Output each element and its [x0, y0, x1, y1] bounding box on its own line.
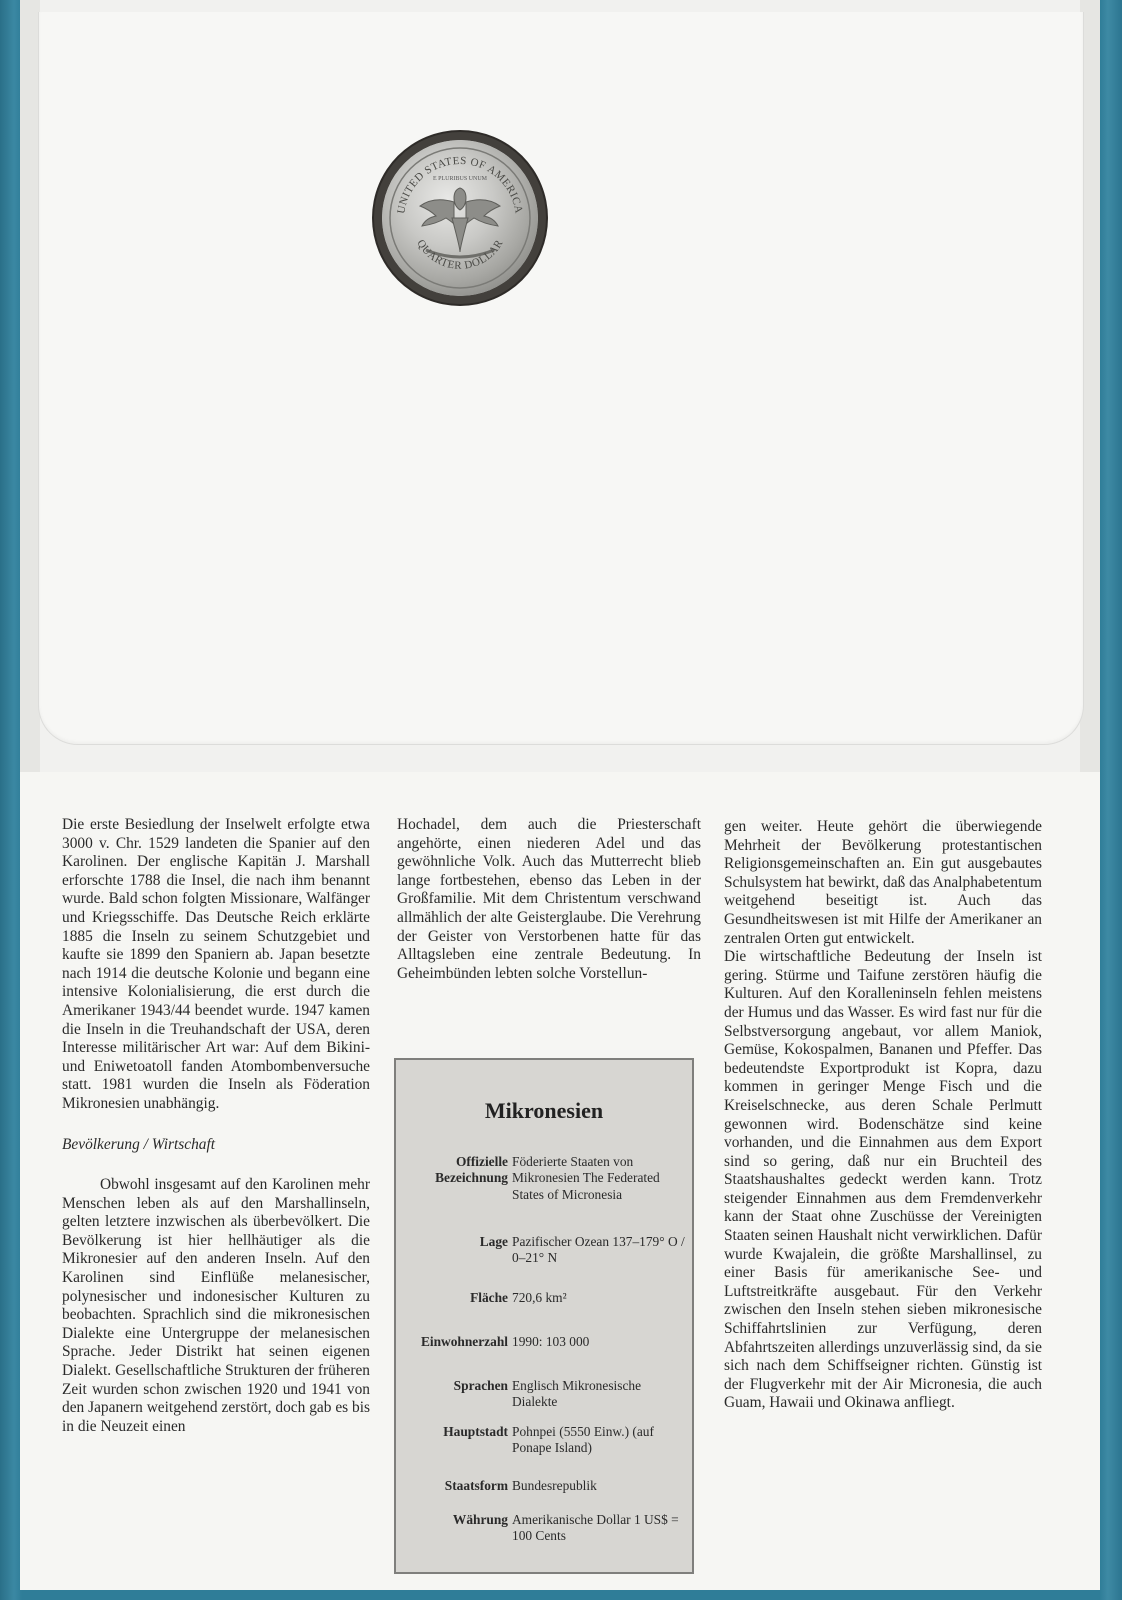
quarter-dollar-coin: [382, 140, 538, 296]
fact-value: 720,6 km²: [512, 1290, 567, 1305]
fact-label: Sprachen: [453, 1378, 508, 1393]
fact-label: Offizielle Bezeichnung: [435, 1154, 508, 1186]
fact-value: 1990: 103 000: [512, 1334, 590, 1349]
fact-label: Staatsform: [444, 1478, 508, 1493]
coin-motto: E PLURIBUS UNUM: [432, 176, 488, 182]
envelope: [20, 0, 1100, 772]
section-subheading: Bevölkerung / Wirtschaft: [62, 1135, 216, 1153]
fact-value: Bundesrepublik: [512, 1478, 597, 1493]
fact-value: Föderierte Staaten von Mikronesien The Federated States of Micronesia: [512, 1154, 660, 1202]
society-paragraph: Hochadel, dem auch die Priesterschaft angehörte, einen niederen Adel und das gewöhnliche Volk. Auch das Mutterrecht blieb lange fortbestehen, ebenso das Leben in der Großfamilie. Mit dem Christentum verschwand allmählich der alte Geisterglaube. Die Verehrung der Geister von Verstorbenen hatte für das Alltagsleben eine zentrale Bedeutung. In Geheimbünden lebten solche Vorstellun-: [397, 816, 701, 982]
economy-paragraph: Die wirtschaftliche Bedeutung der Inseln ist gering. Stürme und Taifune zerstören häufig die Kulturen. Auf den Koralleninseln fehlen meistens der Humus und das Wasser. Es wird fast nur für die Selbstversorgung angebaut, vor allem Maniok, Gemüse, Kokospalmen, Bananen und Pfeffer. Das bedeutendste Exportprodukt ist Kopra, dazu kommen in geringer Menge Fisch und die Kreiselschnecke, aus deren Schale Perlmutt gewonnen wird. Bodenschätze sind keine vorhanden, und die Einnahmen aus dem Export sind so gering, daß nur ein Bruchteil des Staatshaushaltes gedeckt werden kann. Trotz steigender Einnahmen aus dem Fremdenverkehr kann der Staat ohne Zuschüsse der Vereinigten Staaten seinen Haushalt nicht verwirklichen. Dafür wurde Kwajalein, die größte Marshallinsel, zu einer Basis für amerikanische See- und Luftstreitkräfte ausgebaut. Für den Verkehr zwischen den Inseln stehen sieben mikronesische Schiffahrtslinien zur Verfügung, deren Abfahrtszeiten allerdings unzuverlässig sind, da sie sich nach dem Schiffseigner richten. Günstig ist der Flugverkehr mit der Air Micronesia, die auch Guam, Hawaii und Okinawa anfliegt.: [724, 948, 1042, 1412]
fact-box: [394, 1058, 694, 1574]
text-column-3: [724, 818, 1042, 1413]
fact-label: Hauptstadt: [443, 1424, 508, 1439]
fact-value: Amerikanische Dollar 1 US$ = 100 Cents: [512, 1512, 679, 1544]
history-paragraph: Die erste Besiedlung der Inselwelt erfolgte etwa 3000 v. Chr. 1529 landeten die Spanier auf den Karolinen. Der englische Kapitän J. Marshall erforschte 1788 die Insel, die nach ihm benannt wurde. Bald schon folgten Missionare, Walfänger und Kriegsschiffe. Das Deutsche Reich erklärte 1885 die Inseln zu seinem Schutzgebiet und kaufte sie 1899 den Spaniern ab. Japan besetzte nach 1914 die deutsche Kolonie und begann eine intensive Kolonialisierung, die erst durch die Amerikaner 1943/44 beendet wurde. 1947 kamen die Inseln in die Treuhandschaft der USA, deren Interesse militärischer Art war: Auf dem Bikini- und Eniwetoatoll fanden Atombombenversuche statt. 1981 wurden die Inseln als Föderation Mikronesien unabhängig.: [62, 816, 370, 1112]
text-column-1: [62, 816, 370, 1436]
coin-bottom-legend: QUARTER DOLLAR: [414, 237, 506, 272]
coin-top-legend: UNITED STATES OF AMERICA: [395, 154, 525, 215]
fact-label: Einwohnerzahl: [420, 1334, 508, 1349]
fact-value: Pazifischer Ozean 137–179° O / 0–21° N: [512, 1234, 685, 1266]
fact-label: Fläche: [470, 1290, 508, 1305]
fact-value: Pohnpei (5550 Einw.) (auf Ponape Island): [512, 1424, 654, 1456]
fact-box-title: Mikronesien: [484, 1098, 604, 1123]
fact-value: Englisch Mikronesische Dialekte: [512, 1378, 642, 1410]
fact-label: Währung: [452, 1512, 508, 1527]
info-sheet: [20, 772, 1100, 1590]
envelope-flap-left: [20, 0, 40, 772]
coin-eagle-icon: [382, 140, 538, 296]
fact-label: Lage: [479, 1234, 508, 1249]
religion-paragraph: gen weiter. Heute gehört die überwiegende Mehrheit der Bevölkerung protestantischen Religionsgemeinschaften an. Ein gut ausgebautes Schulsystem hat bewirkt, daß das Analphabetentum weitgehend beseitigt ist. Auch das Gesundheitswesen ist mit Hilfe der Amerikaner an zentralen Orten gut entwickelt.: [724, 818, 1043, 947]
population-paragraph: Obwohl insgesamt auf den Karolinen mehr Menschen leben als auf den Marshallinseln, gelten letztere inzwischen als überbevölkert. Die Bevölkerung ist hier hellhäutiger als die Mikronesier auf den anderen Inseln. Auf den Karolinen sind Einflüße melanesischer, polynesischer und indonesischer Kulturen zu beobachten. Sprachlich sind die mikronesischen Dialekte eine Untergruppe der melanesischen Sprache. Jeder Distrikt hat seinen eigenen Dialekt. Gesellschaftliche Strukturen der früheren Zeit wurden schon zwischen 1920 und 1941 von den Japanern weitgehend zerstört, doch gab es bis in die Neuzeit einen: [62, 1176, 370, 1435]
text-column-2: [397, 816, 701, 983]
envelope-front: [38, 12, 1084, 745]
